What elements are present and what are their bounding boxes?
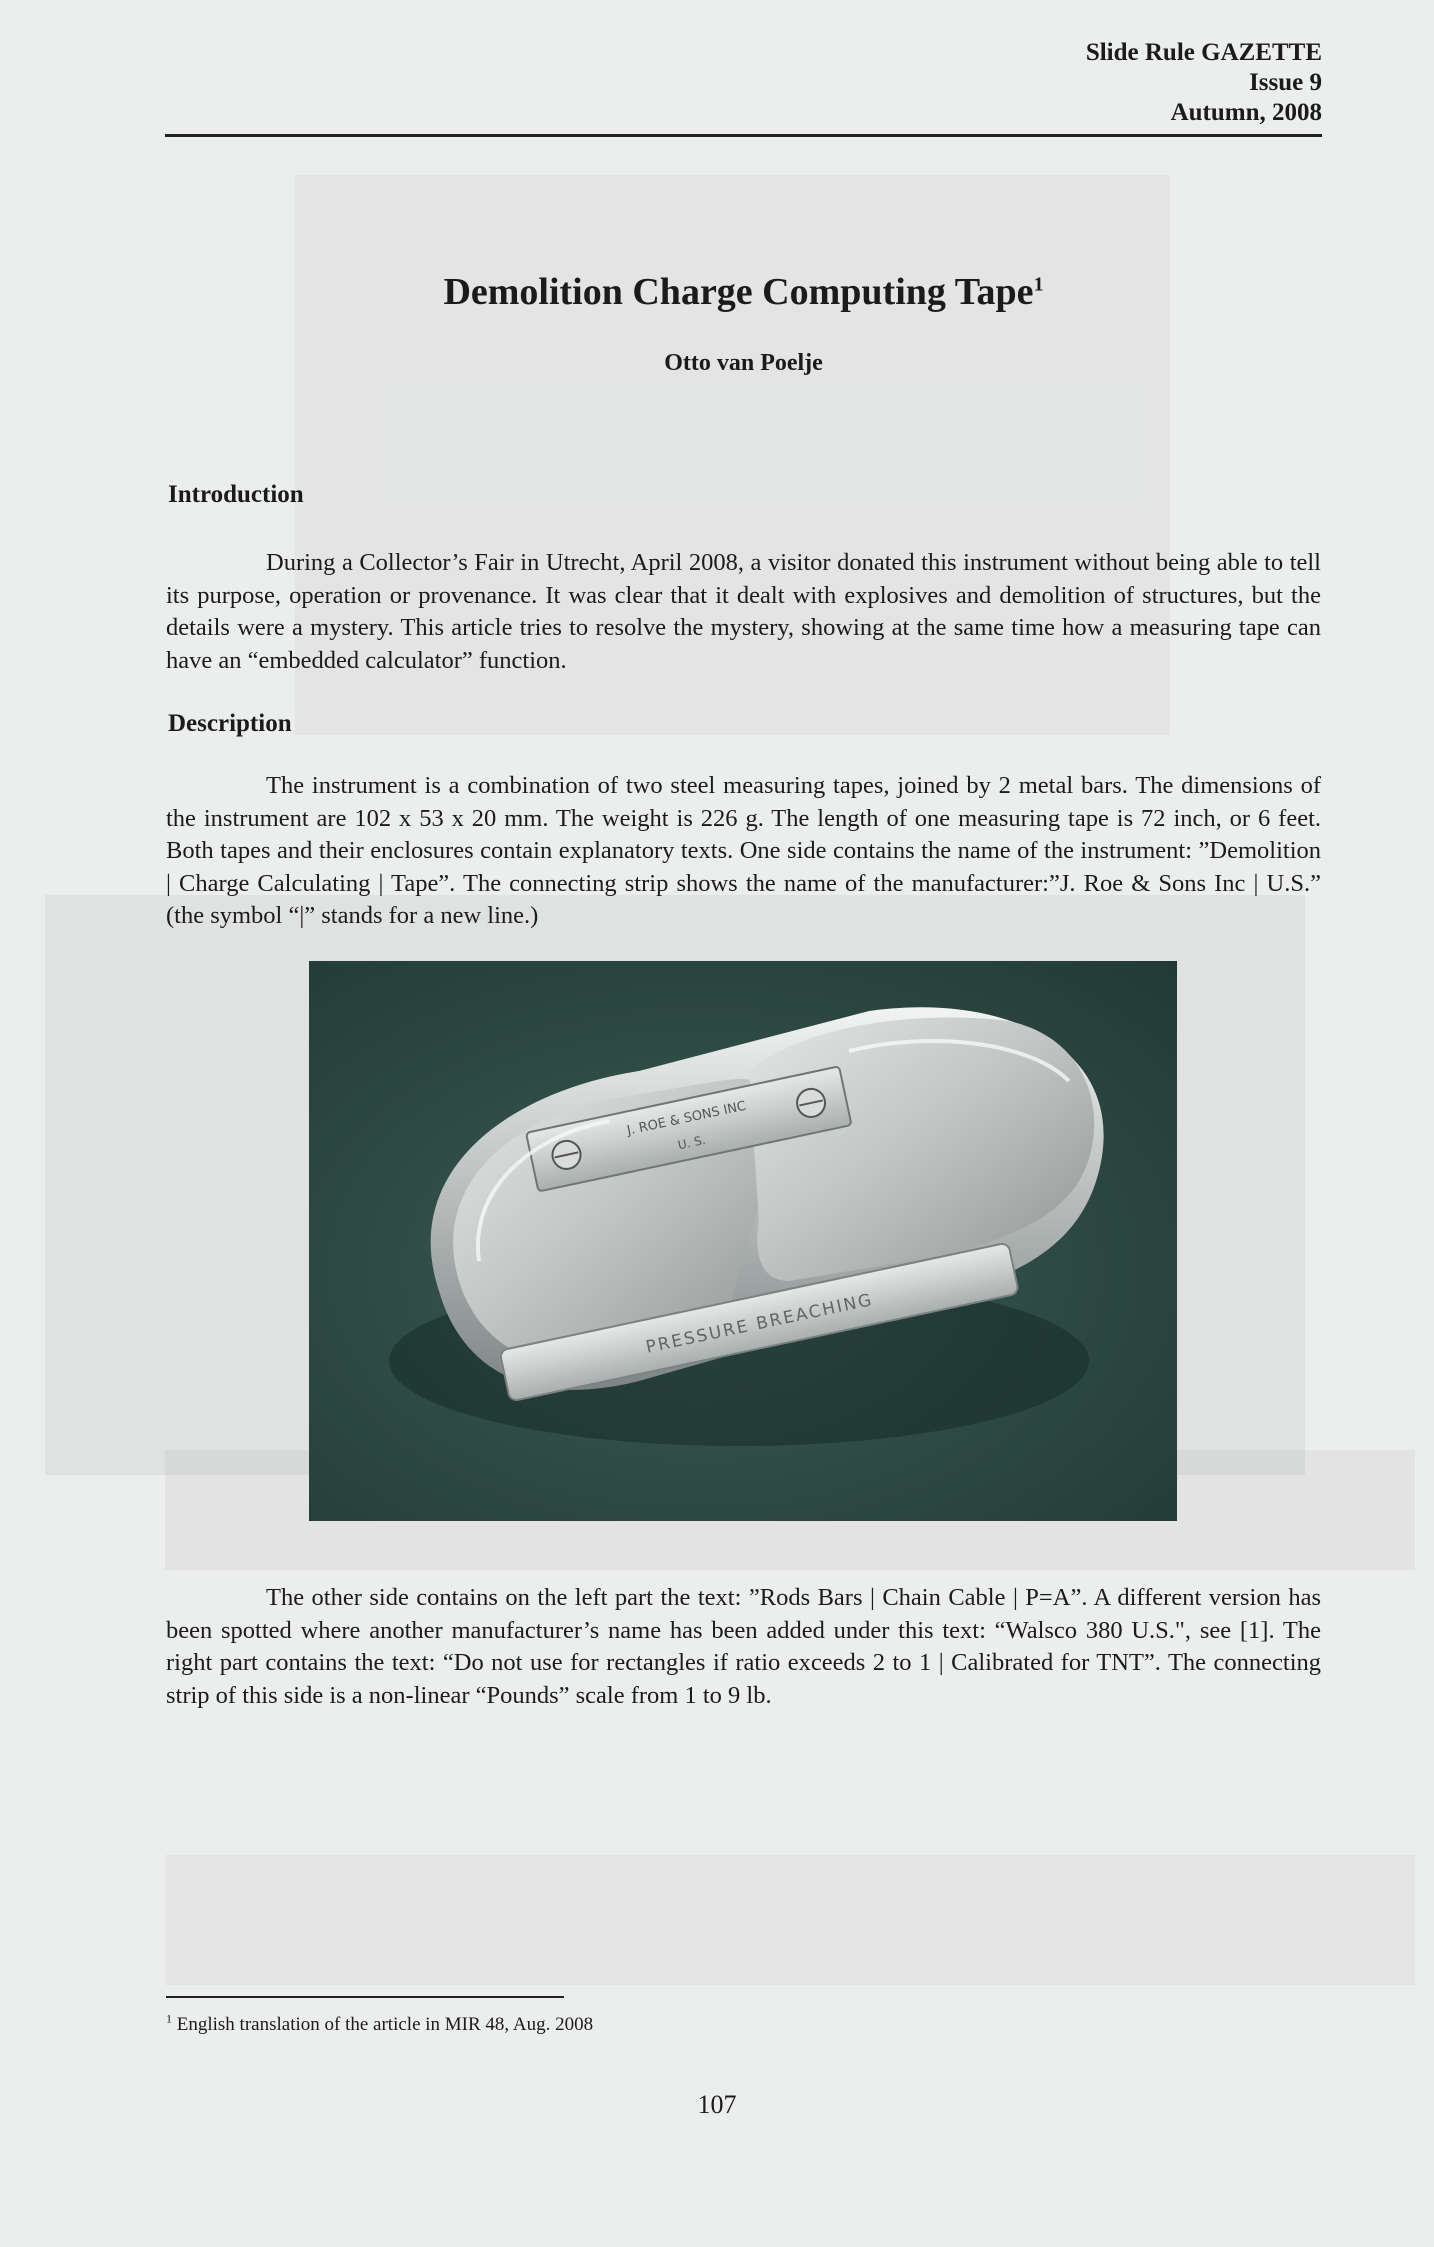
running-header bbox=[165, 38, 1322, 128]
bar-label-text: PRESSURE BREACHING bbox=[644, 1290, 876, 1358]
tape-instrument-illustration bbox=[309, 961, 1177, 1521]
issue-number: Issue 9 bbox=[1249, 69, 1322, 96]
instrument-photo bbox=[309, 961, 1177, 1521]
title-footnote-mark[interactable]: 1 bbox=[1033, 273, 1044, 296]
footnote bbox=[166, 2013, 593, 2037]
strip-manufacturer-text: J. ROE & SONS INC bbox=[625, 1098, 748, 1139]
article-title bbox=[165, 268, 1322, 316]
issue-date: Autumn, 2008 bbox=[1170, 99, 1322, 126]
page-number: 107 bbox=[697, 2090, 737, 2119]
description-paragraph-2: The other side contains on the left part the text: ”Rods Bars | Chain Cable | P=A”. A different version has been spotted where another manufacturer’s name has been added under this text: “Walsco 380 U.S.", see [1]. The right part contains the text: “Do not use for rectangles if ratio exceeds 2 to 1 | Calibrated for TNT”. The connecting strip of this side is a non-linear “Pounds” scale from 1 to 9 lb. bbox=[166, 1584, 1321, 1709]
footnote-rule bbox=[166, 1996, 564, 1998]
introduction-paragraph: During a Collector’s Fair in Utrecht, April 2008, a visitor donated this instrument without being able to tell its purpose, operation or provenance. It was clear that it dealt with explosives and demolition of structures, but the details were a mystery. This article tries to resolve the mystery, showing at the same time how a measuring tape can have an “embedded calculator” function. bbox=[166, 549, 1321, 674]
show-through-shadow bbox=[165, 1855, 1415, 1985]
header-rule bbox=[165, 134, 1322, 137]
footnote-text: English translation of the article in MIR 48, Aug. 2008 bbox=[176, 2014, 594, 2035]
section-heading-description: Description bbox=[168, 710, 292, 737]
author-name: Otto van Poelje bbox=[664, 350, 823, 376]
footnote-mark: 1 bbox=[166, 2011, 172, 2026]
strip-country-text: U. S. bbox=[676, 1132, 707, 1153]
description-paragraph-1: The instrument is a combination of two steel measuring tapes, joined by 2 metal bars. The dimensions of the instrument are 102 x 53 x 20 mm. The weight is 226 g. The length of one measuring tape is 72 inch, or 6 feet. Both tapes and their enclosures contain explanatory texts. One side contains the name of the instrument: ”Demolition | Charge Calculating | Tape”. The connecting strip shows the name of the manufacturer:”J. Roe & Sons Inc | U.S.” (the symbol “|” stands for a new line.) bbox=[166, 772, 1321, 929]
section-heading-introduction: Introduction bbox=[168, 481, 304, 508]
journal-name: Slide Rule GAZETTE bbox=[1085, 39, 1322, 66]
article-title-text: Demolition Charge Computing Tape bbox=[443, 271, 1034, 313]
